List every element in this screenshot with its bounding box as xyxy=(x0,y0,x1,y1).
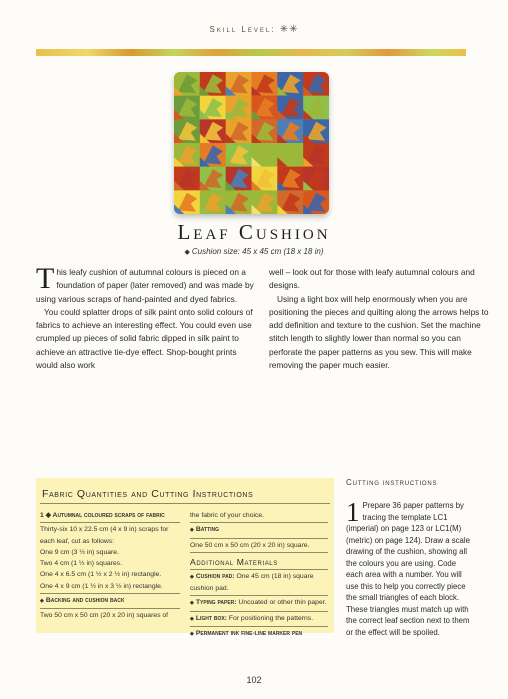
diamond-bullet-icon: ◆ xyxy=(190,527,194,534)
cutting-instructions-title: Cutting instructions xyxy=(346,478,438,487)
intro-column-right xyxy=(269,266,491,372)
material-label: Light box: xyxy=(195,614,227,622)
backing-text: Two 50 cm x 50 cm (20 x 20 in) squares of xyxy=(40,612,169,620)
material-text: One 45 cm (18 in) square cushion pad. xyxy=(190,572,314,593)
backing-heading-text: Backing and cushion back xyxy=(45,597,125,605)
batting-heading xyxy=(190,524,328,536)
diamond-bullet-icon: ◆ xyxy=(190,631,194,638)
material-item xyxy=(190,613,328,625)
material-label: Typing paper: xyxy=(195,599,237,607)
material-label: Cushion pad: xyxy=(195,572,235,580)
cutting-step-1 xyxy=(346,497,474,638)
fabric-line: Thirty-six 10 x 22.5 cm (4 x 9 in) scraps for each leaf, cut as follows: xyxy=(40,526,169,545)
material-item xyxy=(190,597,328,609)
divider xyxy=(190,611,328,612)
diamond-bullet-icon: ◆ xyxy=(40,598,44,605)
skill-level-label: Skill Level: xyxy=(209,25,276,34)
divider xyxy=(40,608,180,609)
divider xyxy=(190,538,328,539)
intro-paragraph-3: well – look out for those with leafy autumnal colours and designs. xyxy=(269,267,475,291)
divider xyxy=(40,522,180,523)
divider xyxy=(190,626,328,627)
diamond-bullet-icon: ◆ xyxy=(190,573,194,580)
cushion-size-text: Cushion size: 45 x 45 cm (18 x 18 in) xyxy=(191,247,324,256)
material-item xyxy=(190,628,328,640)
divider xyxy=(190,595,328,596)
dropcap: T xyxy=(36,262,55,295)
fabric-panel-title: Fabric Quantities and Cutting Instructions xyxy=(42,488,254,500)
material-text: For positioning the patterns. xyxy=(226,614,314,622)
diamond-bullet-icon: ◆ xyxy=(184,249,190,256)
fabric-column-left xyxy=(40,510,180,622)
additional-materials-title: Additional Materials xyxy=(190,556,278,567)
step-text: Prepare 36 paper patterns by tracing the template LC1 (imperial) on page 123 or LC1(M) (metric) on page 124). Draw a scale drawing of the cushion, showing all the colours you are using. Code each area with a number. You will use this to help you correctly piece the small triangles of each block. These triangles must match up with the correct leaf section next to them or the effect will be spoiled. xyxy=(346,501,470,637)
fabric-line: One 4 x 9 cm (1 ½ in x 3 ½ in) rectangle. xyxy=(40,582,163,590)
page-title: Leaf Cushion xyxy=(177,220,331,244)
batting-text: One 50 cm x 50 cm (20 x 20 in) square. xyxy=(190,541,310,549)
step-number: 1 xyxy=(346,497,360,527)
intro-paragraph-2: You could splatter drops of silk paint onto solid colours of fabrics to achieve an interesting effect. You could even use crumpled up pieces of solid fabric dipped in silk paint to achieve an attractive tie-dye effect. Shop-bought prints would also work xyxy=(36,306,253,371)
decorative-band xyxy=(36,49,466,56)
fabric-line: One 4 x 6.5 cm (1 ½ x 2 ½ in) rectangle. xyxy=(40,571,162,579)
cushion-photo xyxy=(174,72,329,214)
intro-p1-text: his leafy cushion of autumnal colours is pieced on a foundation of paper (later removed) and was made by using various scraps of hand-painted and dyed fabrics. xyxy=(36,267,254,304)
divider xyxy=(40,593,180,594)
skill-stars: ✳✳ xyxy=(279,24,299,35)
divider xyxy=(40,503,330,504)
material-text: Uncoated or other thin paper. xyxy=(236,599,327,607)
batting-heading-text: Batting xyxy=(195,526,220,534)
backing-continued: the fabric of your choice. xyxy=(190,512,265,519)
diamond-bullet-icon: ◆ xyxy=(190,615,194,622)
material-label: Permanent ink fine-line marker pen xyxy=(195,630,303,638)
cushion-size xyxy=(0,247,508,256)
backing-heading xyxy=(40,595,180,607)
fabric-column-right xyxy=(190,510,328,640)
divider xyxy=(190,552,328,553)
divider xyxy=(190,569,328,570)
diamond-bullet-icon: ◆ xyxy=(190,600,194,607)
material-item xyxy=(190,571,328,595)
page-number: 102 xyxy=(246,675,262,685)
fabric-item-heading: 1 ◆ Autumnal coloured scraps of fabric xyxy=(40,512,165,519)
fabric-line: Two 4 cm (1 ½ in) squares. xyxy=(40,560,122,568)
skill-level xyxy=(0,24,508,35)
fabric-line: One 9 cm (3 ½ in) square. xyxy=(40,548,119,556)
intro-paragraph-4: Using a light box will help enormously when you are positioning the pieces and quilting along the arrows helps to add definition and texture to the cushion. Set the machine stitch length to slightly lower than normal so you can perforate the paper patterns as you sew. This will make removing the paper much easier. xyxy=(269,293,489,371)
divider xyxy=(190,522,328,523)
intro-column-left xyxy=(36,262,260,372)
intro-paragraph-1 xyxy=(36,262,260,306)
